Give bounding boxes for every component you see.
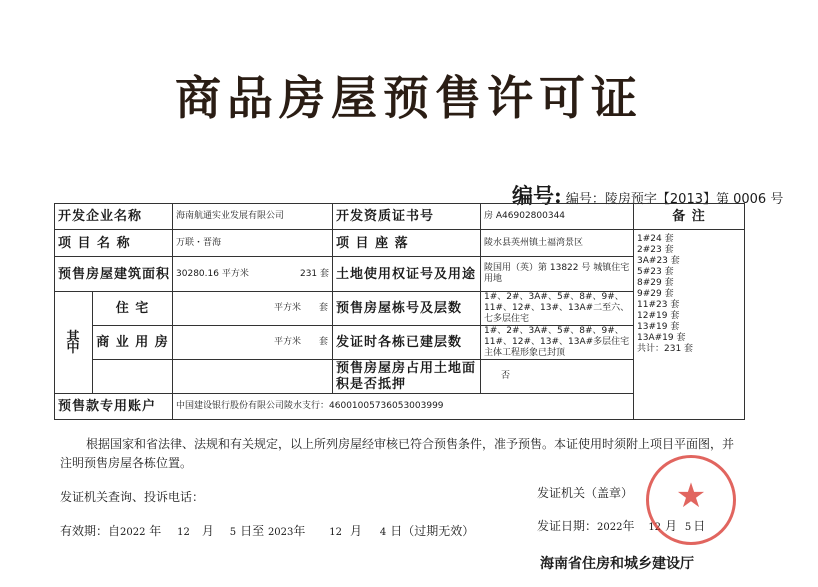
cert-label: 开发资质证书号 [333,204,481,230]
building-label: 预售房屋栋号及层数 [333,292,481,326]
serial-text: 编号：陵房预字【2013】第 0006 号 [565,192,784,207]
remark-line: 13#19 套 [637,322,680,332]
remark-line: 12#19 套 [637,311,680,321]
project-label: 项 目 名 称 [55,230,173,257]
remark-line: 8#29 套 [637,278,674,288]
valid-period: 有效期：自2022 年 12 月 5 日至 2023年 12 月 4 日（过期无效） [60,524,475,538]
authority-label: 发证机关（盖章） [537,486,634,500]
table-row [55,230,745,257]
document-title: 商品房屋预售许可证 [175,71,643,125]
issuing-department: 海南省住房和城乡建设厅 [540,556,694,572]
remark-line: 5#23 套 [637,267,674,277]
remarks-label: 备 注 [634,204,745,230]
serial-prefix: 编号: [512,183,562,208]
inquiry-label: 发证机关查询、投诉电话： [60,490,205,504]
remark-total: 共计：231 套 [637,344,694,354]
location-label: 项 目 座 落 [333,230,481,257]
remark-line: 2#23 套 [637,245,674,255]
built-label: 发证时各栋已建层数 [333,326,481,360]
building-value: 1#、2#、3A#、5#、8#、9#、11#、12#、13#、13A#二至六、七多层住宅 [481,292,634,326]
land-mortgage-label: 预售房屋房占用土地面积是否抵押 [333,360,481,394]
area-sets: 231 套 [299,268,330,279]
remark-line: 13A#19 套 [637,333,686,343]
account-value: 中国建设银行股份有限公司陵水支行：46001005736053003999 [173,394,634,420]
land-mortgage-value: 否 [481,360,634,394]
among-label: 其 中 [55,292,93,394]
issue-date: 发证日期：2022年 12 月 5 日 [537,519,706,533]
star-icon: ★ [675,476,707,516]
remark-line: 1#24 套 [637,234,674,244]
residential-label: 住 宅 [93,292,173,326]
official-seal [646,455,736,545]
statement-paragraph: 根据国家和省法律、法规和有关规定，以上所列房屋经审核已符合预售条件，准予预售。本证使用时须附上项目平面图，并注明预售房屋各栋位置。 [60,437,735,470]
built-value: 1#、2#、3A#、5#、8#、9#、11#、12#、13#、13A#多层住宅主体工程形象已封顶 [481,326,634,360]
remark-line: 11#23 套 [637,300,680,310]
location-value: 陵水县英州镇土福湾景区 [481,230,634,257]
project-value: 万联・晋海 [173,230,333,257]
remarks-cell [634,230,745,420]
table-row [55,204,745,230]
residential-value: 平方米 套 [173,292,333,326]
developer-label: 开发企业名称 [55,204,173,230]
area-label: 预售房屋建筑面积 [55,257,173,292]
commercial-value: 平方米 套 [173,326,333,360]
land-label: 土地使用权证号及用途 [333,257,481,292]
account-label: 预售款专用账户 [55,394,173,420]
developer-value: 海南航通实业发展有限公司 [173,204,333,230]
permit-table [54,203,745,420]
area-value: 30280.16 平方米 [176,268,249,279]
commercial-label: 商 业 用 房 [93,326,173,360]
remark-line: 3A#23 套 [637,256,680,266]
land-value: 陵国用（英）第 13822 号 城镇住宅用地 [481,257,634,292]
cert-value: 房 A46902800344 [481,204,634,230]
area-cell [173,257,333,292]
remark-line: 9#29 套 [637,289,674,299]
